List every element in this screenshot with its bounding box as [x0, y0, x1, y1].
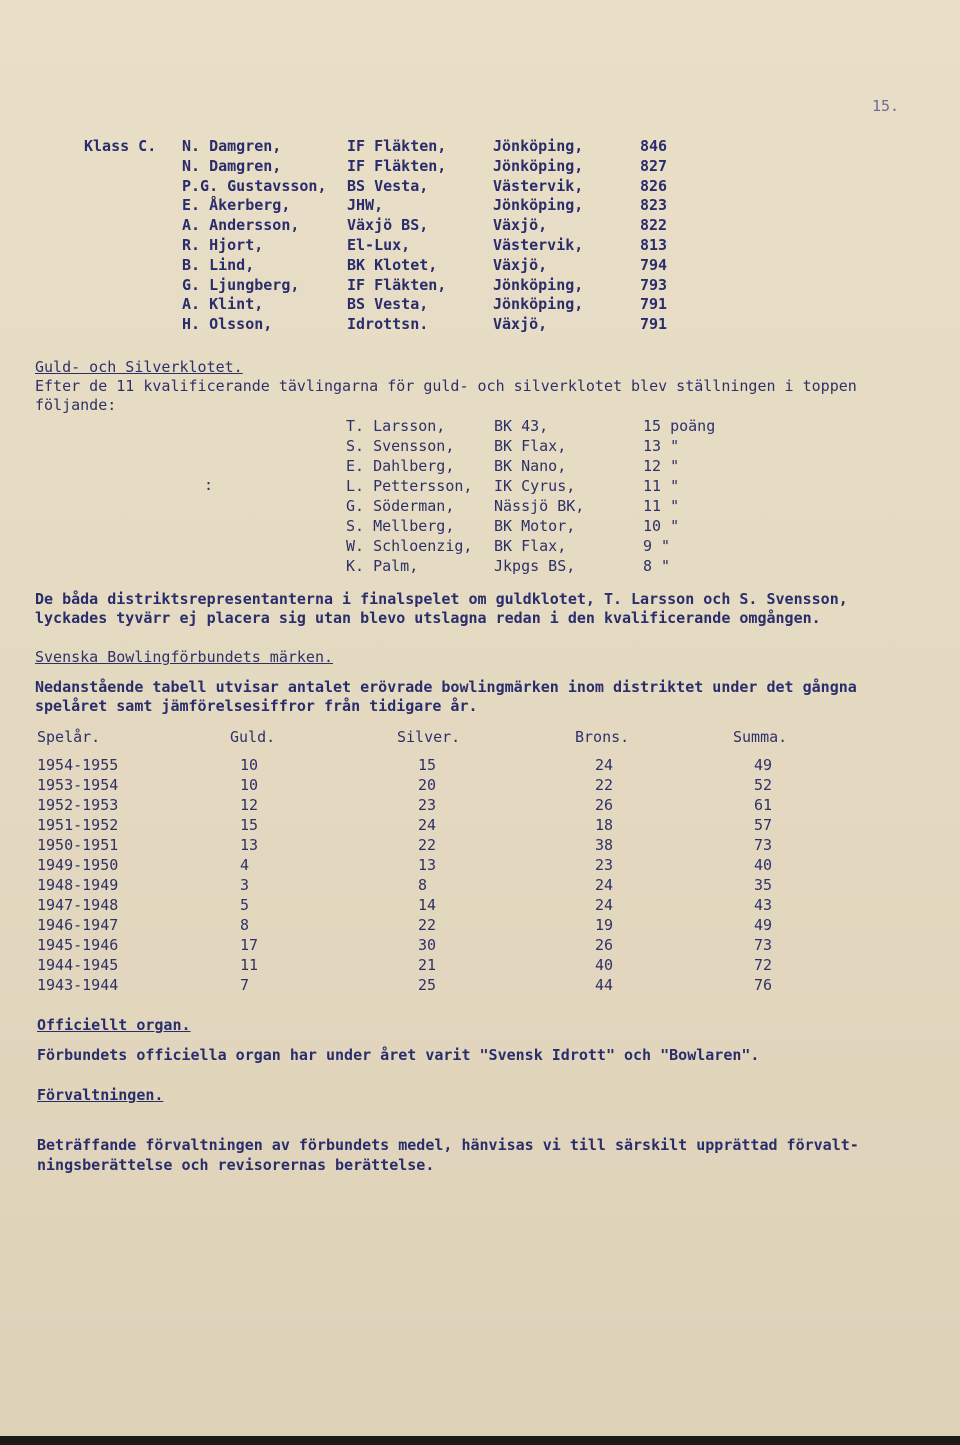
header-bronze: Brons. — [575, 728, 630, 746]
player-name: G. Ljungberg, — [182, 275, 300, 294]
cell-year: 1953-1954 — [37, 776, 119, 794]
player-city: Jönköping, — [493, 295, 584, 314]
player-club: Idrottsn. — [347, 315, 429, 334]
cell-silver: 24 — [418, 816, 437, 834]
player-name: E. Åkerberg, — [182, 196, 291, 215]
cell-gold: 5 — [240, 896, 250, 914]
cell-sum: 57 — [754, 816, 773, 834]
scan-bottom-edge — [0, 1436, 960, 1445]
player-city: Växjö, — [493, 255, 548, 274]
player-score: 827 — [640, 156, 668, 175]
player-score: 791 — [640, 315, 668, 334]
standing-points: 8 " — [643, 557, 671, 575]
cell-bronze: 26 — [595, 936, 614, 954]
player-score: 791 — [640, 295, 668, 314]
standing-club: BK Motor, — [494, 517, 576, 535]
standing-points: 10 " — [643, 517, 680, 535]
forvaltning-heading: Förvaltningen. — [37, 1086, 164, 1104]
cell-bronze: 24 — [595, 896, 614, 914]
cell-gold: 17 — [240, 936, 259, 954]
player-name: R. Hjort, — [182, 236, 264, 254]
cell-silver: 23 — [418, 796, 437, 814]
player-city: Västervik, — [493, 236, 584, 254]
cell-gold: 8 — [240, 916, 250, 934]
cell-gold: 7 — [240, 976, 250, 994]
standing-name: W. Schloenzig, — [346, 537, 473, 555]
cell-bronze: 23 — [595, 856, 614, 874]
standing-name: L. Pettersson, — [346, 477, 473, 495]
header-year: Spelår. — [37, 728, 101, 746]
guld-heading: Guld- och Silverklotet. — [35, 358, 243, 376]
player-score: 846 — [640, 137, 668, 155]
cell-bronze: 24 — [595, 876, 614, 894]
player-club: BS Vesta, — [347, 295, 429, 314]
cell-sum: 49 — [754, 916, 773, 934]
cell-year: 1952-1953 — [37, 796, 119, 814]
player-city: Västervik, — [493, 176, 584, 195]
guld-outro-line1: De båda distriktsrepresentanterna i finalspelet om guldklotet, T. Larsson och S. Svensson, — [35, 590, 848, 608]
cell-gold: 15 — [240, 816, 259, 834]
cell-sum: 40 — [754, 856, 773, 874]
standing-club: BK Flax, — [494, 437, 567, 455]
cell-gold: 11 — [240, 956, 259, 974]
standing-points: 12 " — [643, 457, 680, 475]
player-city: Jönköping, — [493, 275, 584, 294]
cell-silver: 25 — [418, 976, 437, 994]
standing-name: K. Palm, — [346, 557, 419, 575]
player-club: IF Fläkten, — [347, 275, 447, 294]
player-city: Jönköping, — [493, 156, 584, 175]
standing-points: 11 " — [643, 497, 680, 515]
standing-name: T. Larsson, — [346, 417, 446, 435]
cell-bronze: 19 — [595, 916, 614, 934]
player-name: H. Olsson, — [182, 315, 273, 334]
cell-year: 1950-1951 — [37, 836, 119, 854]
standing-club: BK Nano, — [494, 457, 567, 475]
standing-name: E. Dahlberg, — [346, 457, 455, 475]
player-club: Växjö BS, — [347, 216, 429, 235]
player-club: BK Klotet, — [347, 255, 438, 274]
guld-outro-line2: lyckades tyvärr ej placera sig utan blevo utslagna redan i den kvalificerande omgången. — [35, 609, 821, 627]
cell-sum: 73 — [754, 936, 773, 954]
cell-gold: 13 — [240, 836, 259, 854]
klass-c-label: Klass C. — [84, 137, 157, 155]
player-club: El-Lux, — [347, 236, 411, 254]
header-sum: Summa. — [733, 728, 788, 746]
player-name: B. Lind, — [182, 255, 255, 274]
player-score: 822 — [640, 216, 668, 235]
cell-sum: 43 — [754, 896, 773, 914]
cell-sum: 76 — [754, 976, 773, 994]
player-club: IF Fläkten, — [347, 156, 447, 175]
cell-year: 1949-1950 — [37, 856, 119, 874]
player-name: N. Damgren, — [182, 156, 282, 175]
colon-mark: : — [204, 476, 214, 494]
cell-sum: 61 — [754, 796, 773, 814]
cell-silver: 13 — [418, 856, 437, 874]
header-gold: Guld. — [230, 728, 276, 746]
guld-intro-line2: följande: — [35, 396, 117, 414]
standing-points: 9 " — [643, 537, 671, 555]
cell-gold: 12 — [240, 796, 259, 814]
cell-bronze: 44 — [595, 976, 614, 994]
guld-intro-line1: Efter de 11 kvalificerande tävlingarna för guld- och silverklotet blev ställningen i toppen — [35, 377, 857, 395]
player-city: Växjö, — [493, 216, 548, 235]
cell-sum: 73 — [754, 836, 773, 854]
cell-gold: 10 — [240, 756, 259, 774]
player-score: 823 — [640, 196, 668, 215]
officiellt-heading: Officiellt organ. — [37, 1016, 191, 1034]
cell-silver: 22 — [418, 836, 437, 854]
header-silver: Silver. — [397, 728, 461, 746]
cell-bronze: 26 — [595, 796, 614, 814]
forvaltning-line2: ningsberättelse och revisorernas berättelse. — [37, 1156, 435, 1174]
player-city: Jönköping, — [493, 137, 584, 155]
player-score: 793 — [640, 275, 668, 294]
cell-year: 1951-1952 — [37, 816, 119, 834]
cell-sum: 49 — [754, 756, 773, 774]
standing-club: Nässjö BK, — [494, 497, 585, 515]
cell-year: 1948-1949 — [37, 876, 119, 894]
cell-year: 1947-1948 — [37, 896, 119, 914]
page-number: 15. — [872, 97, 900, 115]
cell-sum: 52 — [754, 776, 773, 794]
marken-heading: Svenska Bowlingförbundets märken. — [35, 648, 334, 666]
cell-year: 1945-1946 — [37, 936, 119, 954]
standing-name: S. Svensson, — [346, 437, 455, 455]
cell-silver: 22 — [418, 916, 437, 934]
cell-silver: 14 — [418, 896, 437, 914]
standing-club: IK Cyrus, — [494, 477, 576, 495]
cell-gold: 10 — [240, 776, 259, 794]
cell-silver: 15 — [418, 756, 437, 774]
player-score: 826 — [640, 176, 668, 195]
player-city: Jönköping, — [493, 196, 584, 215]
cell-year: 1943-1944 — [37, 976, 119, 994]
player-name: N. Damgren, — [182, 137, 282, 155]
cell-silver: 30 — [418, 936, 437, 954]
player-club: BS Vesta, — [347, 176, 429, 195]
cell-bronze: 40 — [595, 956, 614, 974]
officiellt-text: Förbundets officiella organ har under året varit "Svensk Idrott" och "Bowlaren". — [37, 1046, 760, 1064]
player-club: JHW, — [347, 196, 384, 215]
player-score: 813 — [640, 236, 668, 254]
cell-year: 1944-1945 — [37, 956, 119, 974]
cell-silver: 8 — [418, 876, 428, 894]
cell-sum: 72 — [754, 956, 773, 974]
cell-year: 1946-1947 — [37, 916, 119, 934]
cell-bronze: 18 — [595, 816, 614, 834]
marken-intro-line1: Nedanstående tabell utvisar antalet erövrade bowlingmärken inom distriktet under det gångna — [35, 678, 857, 696]
player-name: P.G. Gustavsson, — [182, 176, 327, 195]
standing-points: 15 poäng — [643, 417, 716, 435]
cell-sum: 35 — [754, 876, 773, 894]
marken-intro-line2: spelåret samt jämförelsesiffror från tidigare år. — [35, 697, 478, 715]
standing-club: BK Flax, — [494, 537, 567, 555]
standing-name: G. Söderman, — [346, 497, 455, 515]
cell-silver: 21 — [418, 956, 437, 974]
cell-gold: 4 — [240, 856, 250, 874]
standing-points: 11 " — [643, 477, 680, 495]
standing-name: S. Mellberg, — [346, 517, 455, 535]
cell-bronze: 38 — [595, 836, 614, 854]
cell-bronze: 22 — [595, 776, 614, 794]
standing-points: 13 " — [643, 437, 680, 455]
player-city: Växjö, — [493, 315, 548, 334]
cell-gold: 3 — [240, 876, 250, 894]
player-name: A. Klint, — [182, 295, 264, 314]
player-score: 794 — [640, 255, 668, 274]
cell-bronze: 24 — [595, 756, 614, 774]
standing-club: Jkpgs BS, — [494, 557, 576, 575]
forvaltning-line1: Beträffande förvaltningen av förbundets medel, hänvisas vi till särskilt upprättad förvalt- — [37, 1136, 859, 1154]
player-club: IF Fläkten, — [347, 137, 447, 155]
standing-club: BK 43, — [494, 417, 549, 435]
cell-silver: 20 — [418, 776, 437, 794]
player-name: A. Andersson, — [182, 216, 300, 235]
cell-year: 1954-1955 — [37, 756, 119, 774]
